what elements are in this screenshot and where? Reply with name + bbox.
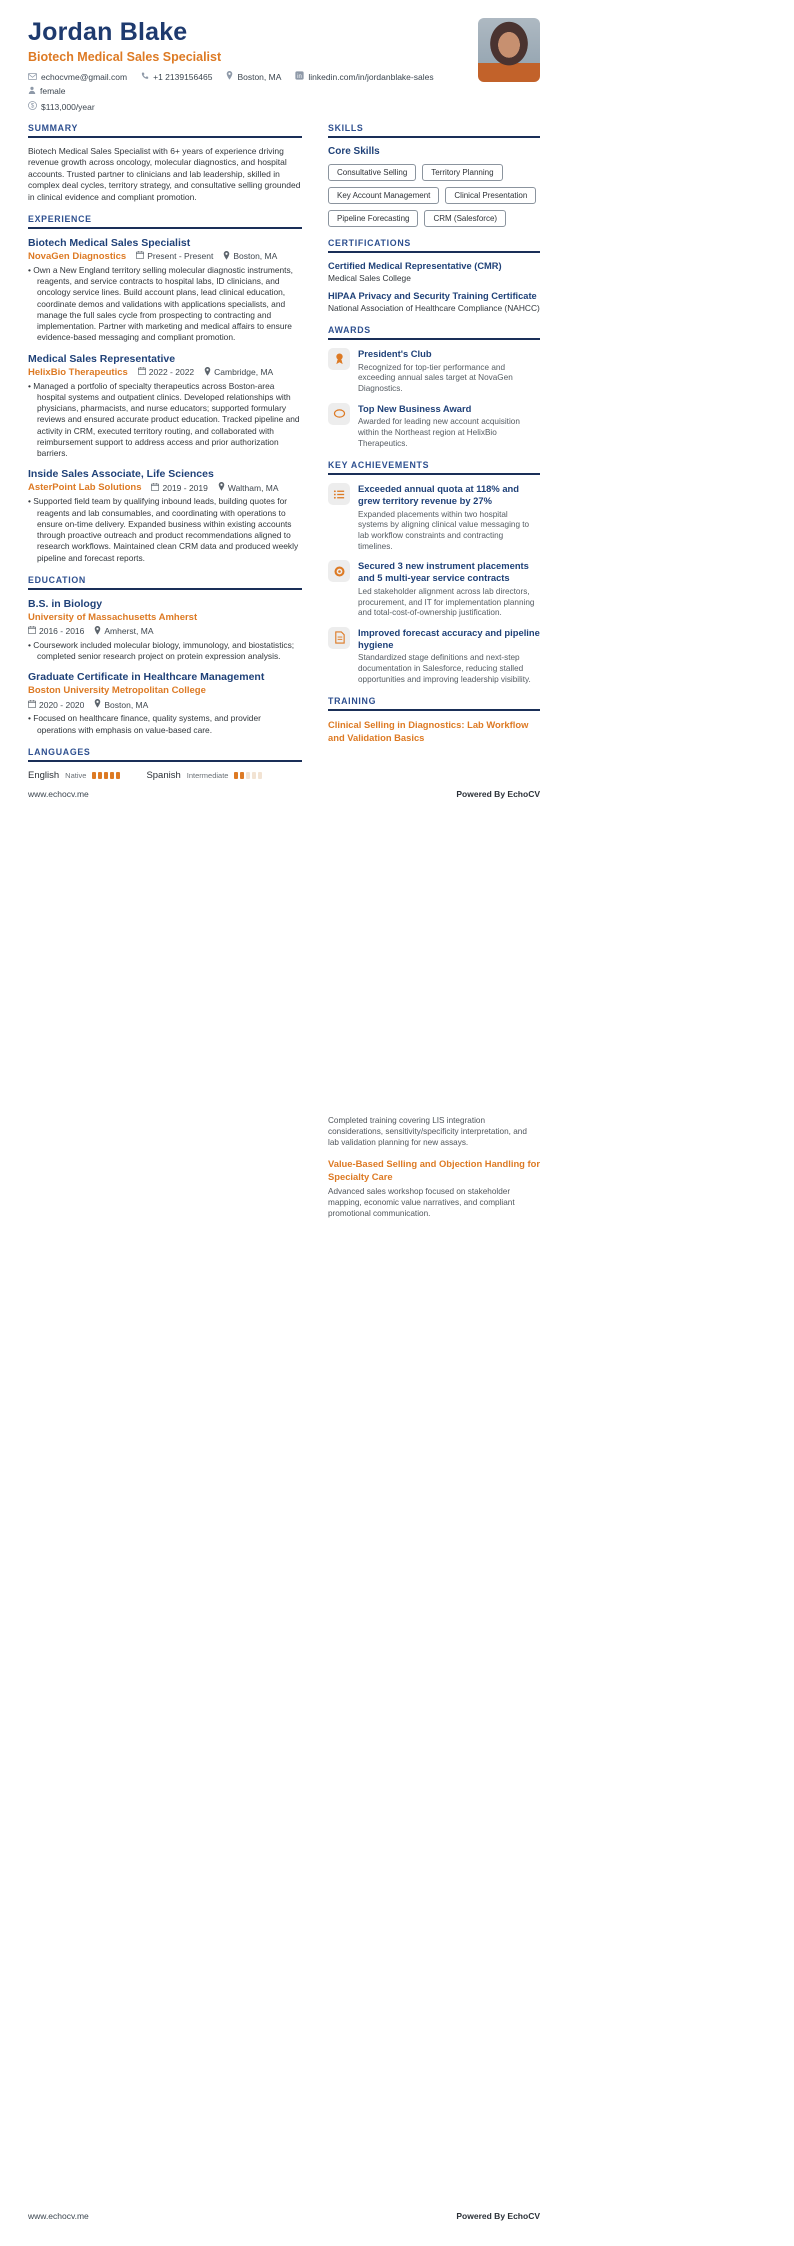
degree-title: Graduate Certificate in Healthcare Management bbox=[28, 671, 265, 684]
achievement-description: Expanded placements within two hospital systems by aligning clinical value messaging to lab workflow constraints and contracting timelines. bbox=[358, 509, 530, 551]
dates-text: 2022 - 2022 bbox=[148, 367, 195, 378]
footer-site-link[interactable]: www.echocv.me bbox=[28, 789, 89, 799]
education-meta bbox=[28, 626, 302, 637]
achievement-title: Exceeded annual quota at 118% and grew territory revenue by 27% bbox=[358, 483, 519, 507]
section-heading: EXPERIENCE bbox=[28, 214, 302, 229]
education-entry bbox=[28, 598, 302, 663]
location-icon bbox=[223, 251, 230, 262]
section-heading: LANGUAGES bbox=[28, 747, 302, 762]
job-location bbox=[223, 251, 277, 262]
school-row bbox=[28, 612, 302, 623]
section-experience bbox=[28, 214, 302, 564]
section-heading: SUMMARY bbox=[28, 123, 302, 138]
award-badge-icon bbox=[328, 403, 350, 425]
education-entry bbox=[28, 671, 302, 736]
location-text: Boston, MA bbox=[233, 251, 278, 262]
job-meta bbox=[28, 367, 302, 378]
award-medal-icon bbox=[328, 348, 350, 370]
section-heading: AWARDS bbox=[328, 325, 540, 340]
linkedin-icon bbox=[295, 71, 304, 82]
skill-chip: Territory Planning bbox=[422, 164, 502, 181]
page-footer bbox=[28, 2211, 540, 2221]
achievement-item bbox=[328, 560, 540, 618]
dates-text: 2016 - 2016 bbox=[39, 626, 85, 637]
location-item bbox=[226, 71, 281, 82]
job-description: • Supported field team by qualifying inbound leads, building quotes for reagents and lab consumables, and coordinating with operations to ensure on-time delivery. Expanded business within existing accounts through proactive outreach and product recommendations aligned to research workflows. Maintained clean CRM data and produced weekly pipeline and forecast reports. bbox=[28, 496, 302, 564]
dates-text: Present - Present bbox=[147, 251, 214, 262]
job-meta bbox=[28, 482, 302, 493]
training-title: Value-Based Selling and Objection Handling for Specialty Care bbox=[328, 1158, 541, 1182]
left-column bbox=[28, 123, 302, 792]
location-icon bbox=[204, 367, 211, 378]
list-icon bbox=[328, 483, 350, 505]
job-dates bbox=[138, 367, 194, 377]
salary-item bbox=[28, 101, 95, 112]
section-heading: CERTIFICATIONS bbox=[328, 238, 540, 253]
section-summary bbox=[28, 123, 302, 203]
level-dot bbox=[98, 772, 102, 779]
page-2 bbox=[328, 1116, 540, 1229]
job-title: Medical Sales Representative bbox=[28, 352, 176, 365]
skills-chip-list bbox=[328, 164, 540, 227]
degree-title: B.S. in Biology bbox=[28, 597, 103, 610]
award-description: Awarded for leading new account acquisition within the Northeast region at HelixBio Therapeutics. bbox=[358, 417, 520, 448]
award-title: President's Club bbox=[358, 347, 432, 359]
footer-site-link[interactable]: www.echocv.me bbox=[28, 2211, 89, 2221]
education-dates bbox=[28, 700, 84, 710]
contact-row-2 bbox=[28, 101, 478, 112]
language-name: Spanish bbox=[146, 769, 181, 781]
skill-chip: CRM (Salesforce) bbox=[424, 210, 506, 227]
section-heading: TRAINING bbox=[328, 696, 540, 711]
education-dates bbox=[28, 626, 84, 636]
achievement-item bbox=[328, 483, 540, 552]
languages-row bbox=[28, 770, 302, 781]
language-level-label: Intermediate bbox=[186, 770, 229, 780]
right-column bbox=[328, 123, 540, 792]
achievement-body bbox=[358, 627, 540, 685]
section-certifications bbox=[328, 238, 540, 314]
footer-powered-link[interactable]: Powered By EchoCV bbox=[456, 2211, 540, 2221]
linkedin-link[interactable] bbox=[295, 71, 433, 82]
level-dot bbox=[240, 772, 244, 779]
certification-item bbox=[328, 261, 540, 284]
education-description: • Coursework included molecular biology, immunology, and biostatistics; completed senior research project on protein expression analysis. bbox=[28, 640, 302, 663]
achievement-item bbox=[328, 627, 540, 685]
certification-org: Medical Sales College bbox=[328, 273, 411, 283]
experience-entry bbox=[28, 237, 302, 344]
page-1 bbox=[28, 18, 540, 792]
section-achievements bbox=[328, 460, 540, 685]
school-row bbox=[28, 685, 302, 696]
school-name: Boston University Metropolitan College bbox=[28, 685, 206, 697]
target-icon bbox=[328, 560, 350, 582]
gender-item bbox=[28, 86, 66, 96]
section-heading: KEY ACHIEVEMENTS bbox=[328, 460, 540, 475]
language-level-dots bbox=[234, 772, 262, 779]
language-item bbox=[28, 770, 120, 781]
award-title: Top New Business Award bbox=[358, 402, 472, 414]
person-title: Biotech Medical Sales Specialist bbox=[28, 50, 222, 64]
summary-text: Biotech Medical Sales Specialist with 6+ years of experience driving revenue growth across oncology, molecular diagnostics, and hospital accounts. Trusted partner to clinicians and lab leadership, skilled in complex deal cycles, territory strategy, and consultative selling grounded in clinical evidence and compliant promotion. bbox=[28, 146, 301, 202]
level-dot bbox=[92, 772, 96, 779]
training-title: Clinical Selling in Diagnostics: Lab Workflow and Validation Basics bbox=[328, 719, 529, 743]
dates-text: 2020 - 2020 bbox=[39, 699, 85, 710]
location-icon bbox=[94, 699, 101, 710]
certification-item bbox=[328, 291, 540, 314]
email-icon bbox=[28, 72, 37, 82]
skill-chip: Consultative Selling bbox=[328, 164, 416, 181]
language-name: English bbox=[28, 769, 60, 781]
certification-title: Certified Medical Representative (CMR) bbox=[328, 261, 502, 271]
resume-header bbox=[28, 18, 540, 112]
location-icon bbox=[218, 482, 225, 493]
company-name: NovaGen Diagnostics bbox=[28, 250, 127, 262]
level-dot bbox=[234, 772, 238, 779]
email-text: echocvme@gmail.com bbox=[41, 71, 128, 82]
level-dot bbox=[258, 772, 262, 779]
section-heading: SKILLS bbox=[328, 123, 540, 138]
job-title: Biotech Medical Sales Specialist bbox=[28, 236, 191, 249]
certification-title: HIPAA Privacy and Security Training Certificate bbox=[328, 290, 537, 301]
section-languages bbox=[28, 747, 302, 781]
job-title: Inside Sales Associate, Life Sciences bbox=[28, 468, 214, 481]
achievement-body bbox=[358, 560, 540, 618]
salary-icon bbox=[28, 101, 37, 112]
footer-powered-link[interactable]: Powered By EchoCV bbox=[456, 789, 540, 799]
contact-row bbox=[28, 71, 478, 96]
gender-icon bbox=[28, 86, 36, 96]
profile-photo bbox=[478, 18, 540, 82]
achievement-description: Standardized stage definitions and next-step documentation in Salesforce, reducing stalled opportunities and improving leadership visibility. bbox=[358, 653, 531, 684]
linkedin-text: linkedin.com/in/jordanblake-sales bbox=[308, 71, 434, 82]
phone-text: +1 2139156465 bbox=[153, 71, 213, 82]
document-icon bbox=[328, 627, 350, 649]
skill-chip: Clinical Presentation bbox=[445, 187, 536, 204]
award-body bbox=[358, 348, 540, 395]
job-meta bbox=[28, 251, 302, 262]
award-body bbox=[358, 403, 540, 450]
award-description: Recognized for top-tier performance and exceeding annual sales target at NovaGen Diagnostics. bbox=[358, 362, 513, 393]
job-description: • Own a New England territory selling molecular diagnostic instruments, reagents, and service contracts to hospital labs, ID clinicians, and oncology service lines. Build account plans, lead clinical education, coordinate demos and validations with applications specialists, and manage the full sales cycle from prospecting to contracting and implementation. Partner with marketing and medical affairs to ensure evidence-based messaging and compliant promotion. bbox=[28, 265, 302, 344]
section-training bbox=[328, 696, 540, 743]
language-level-dots bbox=[92, 772, 120, 779]
language-item bbox=[146, 770, 262, 781]
achievement-title: Improved forecast accuracy and pipeline hygiene bbox=[358, 626, 540, 650]
calendar-icon bbox=[138, 367, 146, 377]
section-heading: EDUCATION bbox=[28, 575, 302, 590]
svg-text:in: in bbox=[297, 73, 303, 80]
calendar-icon bbox=[28, 700, 36, 710]
language-level-label: Native bbox=[65, 770, 87, 780]
svg-text:$: $ bbox=[30, 103, 35, 110]
resume-columns bbox=[28, 123, 540, 792]
award-item bbox=[328, 348, 540, 395]
training-description: Advanced sales workshop focused on stakeholder mapping, economic value narratives, and compliant promotional communication. bbox=[328, 1186, 515, 1218]
education-location bbox=[94, 699, 148, 710]
section-skills bbox=[328, 123, 540, 227]
achievement-description: Led stakeholder alignment across lab directors, procurement, and IT for implementation planning and total-cost-of-ownership justification. bbox=[358, 586, 535, 618]
job-location bbox=[204, 367, 273, 378]
skills-group-title: Core Skills bbox=[328, 146, 380, 157]
job-description: • Managed a portfolio of specialty therapeutics across Boston-area hospital systems and outpatient clinics. Developed relationships with physicians, pharmacists, and nurse educators; supported formulary reviews and ensured accurate product education. Tracked pipeline and activity in CRM, executed territory routing, and collaborated with reimbursement support to address access and prior authorization barriers. bbox=[28, 381, 302, 460]
calendar-icon bbox=[136, 251, 144, 261]
job-location bbox=[218, 482, 279, 493]
header-left bbox=[28, 18, 478, 112]
location-icon bbox=[94, 626, 101, 637]
skill-chip: Pipeline Forecasting bbox=[328, 210, 418, 227]
education-meta bbox=[28, 699, 302, 710]
calendar-icon bbox=[28, 626, 36, 636]
company-name: AsterPoint Lab Solutions bbox=[28, 482, 142, 494]
experience-entry bbox=[28, 353, 302, 460]
location-text: Waltham, MA bbox=[227, 482, 279, 493]
location-text: Cambridge, MA bbox=[214, 367, 274, 378]
salary-text: $113,000/year bbox=[41, 101, 95, 112]
calendar-icon bbox=[151, 483, 159, 493]
location-text: Boston, MA bbox=[104, 699, 149, 710]
email-link[interactable] bbox=[28, 72, 127, 82]
company-name: HelixBio Therapeutics bbox=[28, 366, 128, 378]
gender-text: female bbox=[40, 86, 66, 96]
level-dot bbox=[116, 772, 120, 779]
level-dot bbox=[252, 772, 256, 779]
award-item bbox=[328, 403, 540, 450]
phone-icon bbox=[141, 72, 149, 82]
location-text: Boston, MA bbox=[237, 71, 282, 82]
certification-org: National Association of Healthcare Compliance (NAHCC) bbox=[328, 302, 540, 313]
location-icon bbox=[226, 71, 233, 82]
training-description: Completed training covering LIS integration considerations, sensitivity/specificity interpretation, and lab validation planning for new assays. bbox=[328, 1116, 527, 1147]
job-dates bbox=[136, 251, 213, 261]
section-education bbox=[28, 575, 302, 736]
skill-chip: Key Account Management bbox=[328, 187, 439, 204]
dates-text: 2019 - 2019 bbox=[162, 482, 208, 493]
education-location bbox=[94, 626, 153, 637]
job-dates bbox=[151, 483, 207, 493]
level-dot bbox=[104, 772, 108, 779]
achievement-title: Secured 3 new instrument placements and 5 multi-year service contracts bbox=[358, 560, 529, 584]
education-description: • Focused on healthcare finance, quality systems, and provider operations with emphasis on value-based care. bbox=[28, 713, 302, 736]
phone-link[interactable] bbox=[141, 72, 212, 82]
section-awards bbox=[328, 325, 540, 449]
school-name: University of Massachusetts Amherst bbox=[28, 611, 198, 623]
level-dot bbox=[110, 772, 114, 779]
page-footer bbox=[28, 789, 540, 799]
level-dot bbox=[246, 772, 250, 779]
experience-entry bbox=[28, 468, 302, 564]
person-name: Jordan Blake bbox=[28, 18, 188, 46]
achievement-body bbox=[358, 483, 540, 552]
location-text: Amherst, MA bbox=[104, 626, 154, 637]
